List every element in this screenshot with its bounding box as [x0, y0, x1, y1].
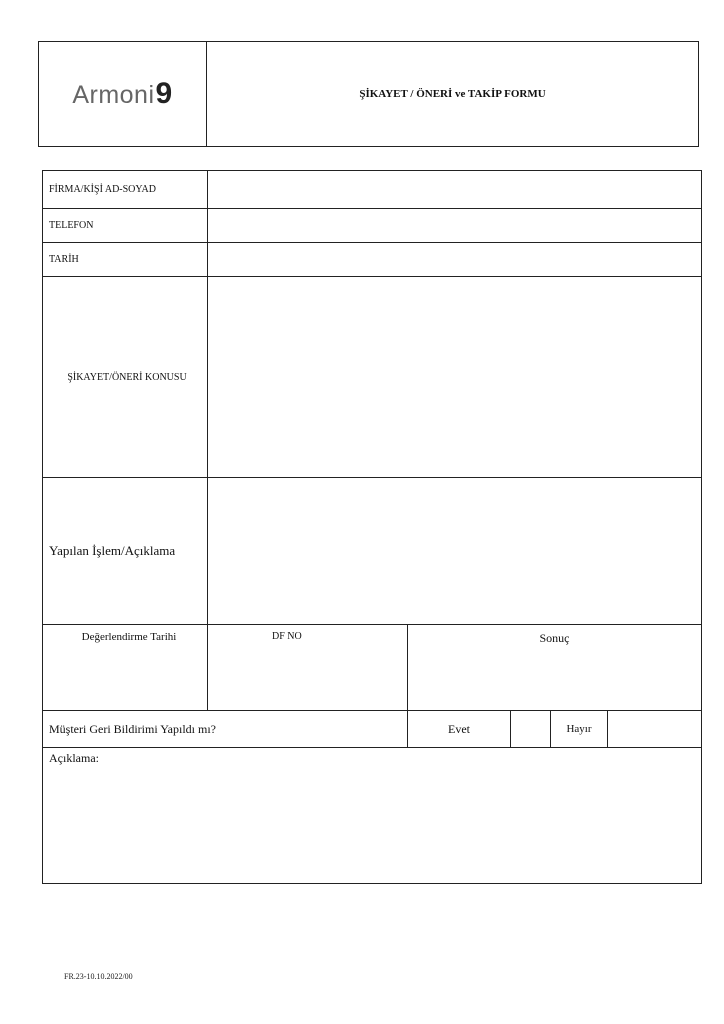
- degerlendirme-tarihi-cell[interactable]: Değerlendirme Tarihi: [43, 625, 208, 710]
- tarih-label: TARİH: [43, 243, 208, 276]
- row-konu: [43, 277, 701, 478]
- row-telefon: [43, 209, 701, 243]
- row-islem: [43, 478, 701, 625]
- evet-checkbox-cell[interactable]: [511, 711, 551, 747]
- telefon-field[interactable]: [208, 209, 701, 242]
- df-no-cell[interactable]: DF NO: [208, 625, 408, 710]
- form-header: [38, 41, 699, 147]
- aciklama-label[interactable]: Açıklama:: [49, 751, 99, 765]
- konu-field[interactable]: [208, 277, 701, 477]
- row-degerlendirme: [43, 625, 701, 711]
- row-geri-bildirim: [43, 711, 701, 748]
- islem-label: Yapılan İşlem/Açıklama: [43, 478, 208, 624]
- logo-mark: 9: [155, 77, 173, 110]
- evet-label: Evet: [408, 711, 511, 747]
- telefon-label: TELEFON: [43, 209, 208, 242]
- logo-cell: [39, 42, 207, 146]
- complaint-form-table: [42, 170, 702, 884]
- hayir-checkbox-cell[interactable]: [608, 711, 701, 747]
- row-tarih: [43, 243, 701, 277]
- company-logo: [72, 77, 172, 111]
- konu-label: ŞİKAYET/ÖNERİ KONUSU: [43, 277, 208, 477]
- geri-bildirim-label: Müşteri Geri Bildirimi Yapıldı mı?: [43, 711, 408, 747]
- islem-field[interactable]: [208, 478, 701, 624]
- row-firma: [43, 171, 701, 209]
- logo-text: Armoni: [72, 81, 155, 109]
- sonuc-cell[interactable]: Sonuç: [539, 631, 570, 645]
- document-code: FR.23-10.10.2022/00: [64, 972, 133, 981]
- firma-label: FİRMA/KİŞİ AD-SOYAD: [43, 171, 208, 208]
- firma-field[interactable]: [208, 171, 701, 208]
- row-aciklama: [43, 748, 701, 883]
- hayir-label: Hayır: [551, 711, 608, 747]
- tarih-field[interactable]: [208, 243, 701, 276]
- form-title: ŞİKAYET / ÖNERİ ve TAKİP FORMU: [359, 88, 546, 100]
